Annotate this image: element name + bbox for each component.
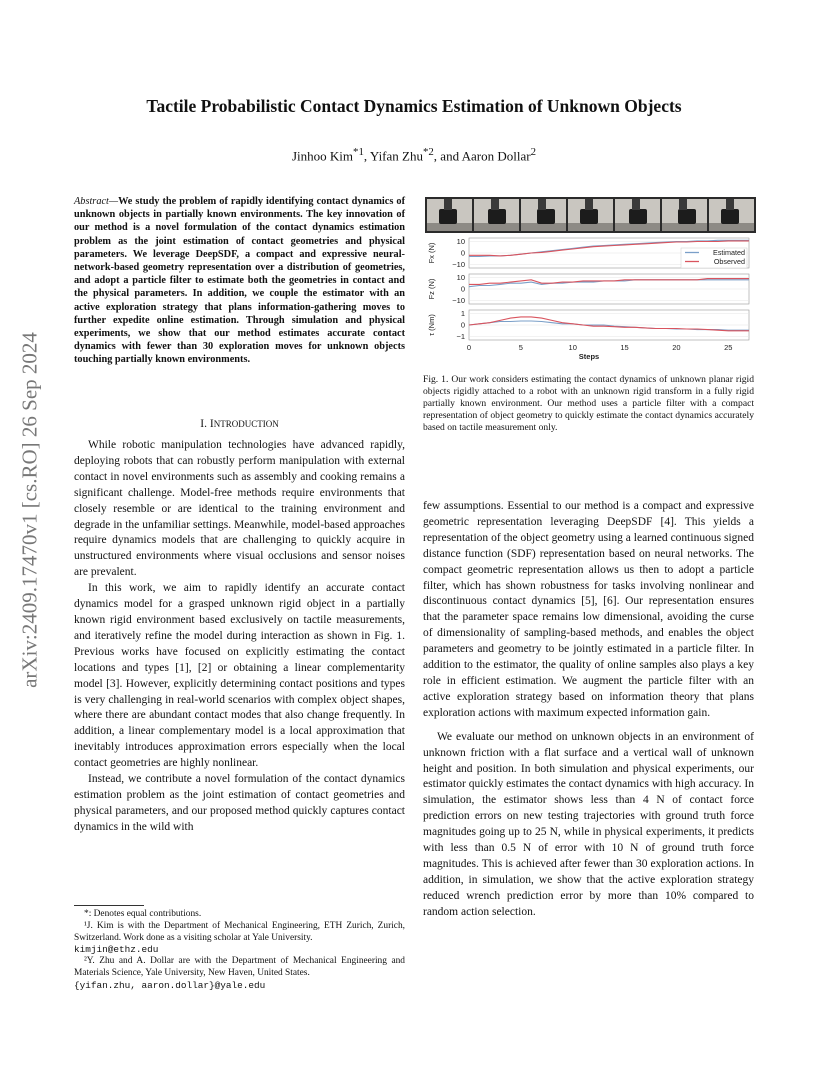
y-axis-label: Fx (N): [427, 242, 436, 264]
gripper: [491, 199, 499, 210]
object-silhouette: [721, 209, 739, 224]
x-tick-label: 20: [672, 343, 681, 352]
authors: Jinhoo Kim$^{*1}$, Yifan Zhu$^{*2}$, and Aaron Dollar$^2$: [292, 146, 536, 164]
x-axis-label: Steps: [578, 352, 600, 361]
y-axis-label: τ (Nm): [427, 314, 436, 336]
figure-caption: Fig. 1. Our work considers estimating the contact dynamics of unknown planar rigid objects rigidly attached to a robot with an unknown rigid transform in a fully rigid partially known environment. Our method uses a particle filter with a compact representation of object geometry to quickly estimate the contact dynamics accurately based on tactile measurement only.: [423, 374, 754, 434]
abstract: [74, 195, 405, 367]
x-tick-label: 25: [724, 343, 733, 352]
table-surface: [709, 223, 754, 231]
gripper: [444, 199, 452, 210]
legend-label: Estimated: [713, 248, 745, 257]
table-surface: [662, 223, 707, 231]
footnote-email: {yifan.zhu, aaron.dollar}@yale.edu: [74, 979, 266, 991]
footnote-rule: [74, 905, 144, 906]
object-silhouette: [488, 209, 506, 224]
object-silhouette: [537, 209, 555, 224]
gripper: [585, 199, 593, 210]
paragraph: In this work, we aim to rapidly identify an accurate contact dynamics model for a grasped unknown rigid object in a partially known rigid environment based exclusively on tactile measurements, and iteratively refine the model during interaction as shown in Fig. 1. Previous works have focused on explicitly estimating the contact locations and types [1], [2] or obtaining a linear complementarity model [3]. However, explicitly determining contact positions and types is very challenging in real-world scenarios with complex object shapes, where there are abundant contact modes that also change frequently. In addition, a linear complementary model is a local approximation that inevitably introduces approximation errors especially when the local contact geometries are highly nonlinear.: [74, 582, 405, 770]
x-tick-label: 10: [568, 343, 577, 352]
y-tick-label: −10: [452, 296, 465, 306]
object-silhouette: [629, 209, 647, 224]
table-surface: [521, 223, 566, 231]
y-tick-label: 0: [460, 248, 465, 258]
table-surface: [427, 223, 472, 231]
x-tick-label: 15: [620, 343, 629, 352]
paragraph: We evaluate our method on unknown objects in an environment of unknown friction with a flat surface and a vertical wall of unknown height and position. In both simulation and physical experiments, our estimator quickly estimates the contact dynamics with high accuracy. In simulation, the estimator shows less than 4 N of contact force prediction errors on new testing trajectories with ground truth force magnitudes going up to 25 N, while in physical experiments, it predicts with less than 0.5 N of error with 10 N of ground truth force magnitudes. This is achieved after fewer than 30 exploration actions. In addition, in simulation, we show that the active exploration strategy reduced wrench prediction error by more than 10% compared to random action selection.: [423, 730, 754, 918]
y-tick-label: 0: [460, 284, 465, 294]
paragraph: While robotic manipulation technologies have advanced rapidly, deploying robots that can robustly perform manipulation with external contact in novel environments such as assembly and cooking remains a significant challenge. Model-free methods require environments that closely resemble or are identical to the training environment and degrade in the unfamiliar settings. Meanwhile, model-based approaches require dynamics models that are challenging to quickly acquire in unstructured environments where visual occlusions and sensor noises are prevalent.: [74, 439, 405, 579]
y-axis-label: Fz (N): [427, 278, 436, 300]
y-tick-label: −1: [456, 332, 465, 342]
abstract-text: We study the problem of rapidly identifying contact dynamics of unknown objects in partially known environments. The key innovation of our method is a novel formulation of the contact dynamics estimation problem as the joint estimation of contact geometries and physical parameters. We leverage DeepSDF, a compact and expressive neural-network-based geometry representation over a distribution of geometries, and adopt a particle filter to estimate both the geometries in contact and the physical parameters. In addition, we couple the estimator with an active exploration strategy that plans information-gathering moves to further expedite online estimation. Through simulation and physical experiments, we show that our method estimates accurate contact dynamics with fewer than 30 exploration moves for unknown objects touching partially known environments.: [74, 196, 405, 366]
figure-svg: [423, 197, 756, 362]
y-tick-label: −10: [452, 260, 465, 270]
object-silhouette: [678, 209, 696, 224]
y-tick-label: 1: [460, 308, 465, 318]
arxiv-sidebar: [10, 300, 50, 720]
gripper: [679, 199, 687, 210]
table-surface: [568, 223, 613, 231]
footnote: *: Denotes equal contributions.: [84, 909, 202, 919]
paragraph: Instead, we contribute a novel formulation of the contact dynamics estimation problem as the joint estimation of contact geometries and physical parameters, and our proposed method quickly captures contact dynamics in the wild with: [74, 773, 405, 833]
x-tick-label: 0: [466, 343, 472, 352]
y-tick-label: 0: [460, 320, 465, 330]
abstract-label: Abstract—: [74, 196, 119, 207]
right-column: [423, 499, 754, 921]
photo-strip: [425, 197, 756, 233]
y-tick-label: 10: [456, 272, 465, 282]
x-tick-label: 5: [518, 343, 523, 352]
section-heading: I. INTRODUCTION: [200, 418, 279, 430]
footnote: ¹J. Kim is with the Department of Mechanical Engineering, ETH Zurich, Zurich, Switzerland. Work done as a visiting scholar at Yale University.: [74, 920, 405, 943]
table-surface: [474, 223, 519, 231]
arxiv-id: arXiv:2409.17470v1 [cs.RO] 26 Sep 2024: [17, 332, 42, 688]
figure-1: [423, 197, 756, 362]
table-surface: [615, 223, 660, 231]
gripper: [632, 199, 640, 210]
object-silhouette: [580, 209, 598, 224]
gripper: [726, 199, 734, 210]
gripper: [538, 199, 546, 210]
paper-title: Tactile Probabilistic Contact Dynamics Estimation of Unknown Objects: [146, 96, 682, 116]
footnote: ²Y. Zhu and A. Dollar are with the Department of Mechanical Engineering and Materials Science, Yale University, New Haven, United States.: [74, 956, 405, 978]
y-tick-label: 10: [456, 236, 465, 246]
footnote-email: kimjin@ethz.edu: [74, 944, 159, 956]
footnotes: [74, 905, 405, 992]
object-silhouette: [439, 209, 457, 224]
paragraph: few assumptions. Essential to our method is a compact and expressive geometric representation leveraging DeepSDF [4]. This yields a representation of the object geometry using a learned continuous signed distance function (SDF) representation based on neural networks. The compact geometric representation allows us then to adopt a particle filter, which has shown robustness for tasks involving nonlinear and discontinuous contact dynamics [5], [6]. Our representation ensures that the parameter space remains low dimensional, avoiding the curse of dimensionality of sampling-based methods, and enables the object parameters and geometry to be jointly estimated in a particle filter. In addition to the estimator, the quality of online samples also plays a key role in efficient estimation. We augment the particle filter with an active exploration strategy based on information theory that plans exploration actions with maximum expected information gain.: [423, 500, 754, 719]
legend: [681, 248, 747, 268]
left-column: [74, 438, 405, 836]
legend-label: Observed: [713, 257, 745, 266]
